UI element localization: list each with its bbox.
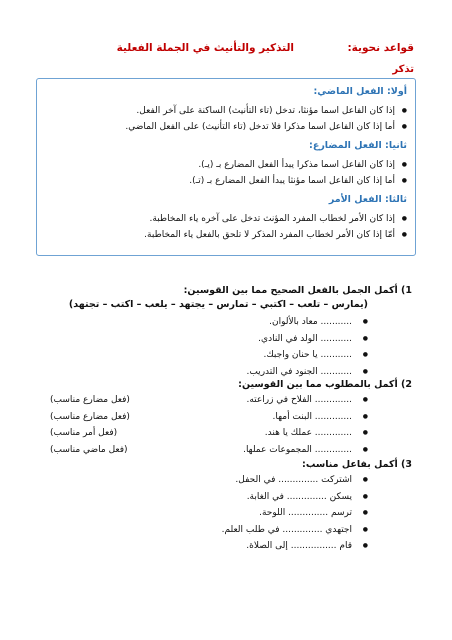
exercise-item: ● ........... الجنود في التدريب.: [36, 364, 412, 381]
exercise-item: [36, 409, 412, 426]
rule-item: ● إذا كان الفاعل اسما مذكرا يبدأ الفعل المضارع بـ (يـ).: [45, 157, 407, 173]
rule-item: ● أمّا إذا كان الأمر لخطاب المفرد المذكر لا تلحق بالفعل ياء المخاطبة.: [45, 227, 407, 243]
exercise-item: ● اشتركت .............. في الحفل.: [36, 472, 412, 489]
exercise-item: ● ........... معاد بالألوان.: [36, 314, 412, 331]
exercise-item: ● ترسم .............. اللوحة.: [36, 505, 412, 522]
exercise-item: [36, 425, 412, 442]
exercise-1-list: [36, 314, 412, 380]
exercise-item: ● يسكن .............. في الغابة.: [36, 489, 412, 506]
exercise-item: ● ........... الولد في النادي.: [36, 331, 412, 348]
exercise-item-hint: (فعل مضارع مناسب): [50, 395, 130, 405]
exercise-item-text: ............. المجموعات عملها.: [243, 444, 352, 455]
rule-item: ● أما إذا كان الفاعل اسما مذكرا فلا تدخل (تاء التأنيث) على الفعل الماضي.: [45, 119, 407, 135]
exercise-item-text: ............. عملك يا هند.: [264, 428, 352, 438]
remember-label: تذكر: [392, 64, 414, 75]
exercise-item-hint: (فعل أمر مناسب): [50, 428, 118, 438]
rule-item: ● أما إذا كان الفاعل اسما مؤنثا يبدأ الفعل المضارع بـ (تـ).: [45, 173, 407, 189]
past-rules-list: [45, 103, 407, 135]
exercise-item: [36, 392, 412, 409]
header-category: قواعد نحوية:: [347, 42, 414, 54]
exercise-2-list: [36, 392, 412, 458]
exercise-3: [36, 458, 412, 555]
worksheet-header: [38, 42, 414, 58]
rules-box: [36, 78, 416, 256]
imperative-rules-list: [45, 211, 407, 243]
exercise-item: ● اجتهدي .............. في طلب العلم.: [36, 522, 412, 539]
exercise-item: ● ........... يا حنان واجبك.: [36, 347, 412, 364]
exercise-1-question: 1) أكمل الجمل بالفعل الصحيح مما بين القوسين:: [183, 285, 412, 296]
exercise-item: [36, 442, 412, 459]
exercise-3-question: 3) أكمل بفاعل مناسب:: [302, 459, 412, 470]
present-heading: ثانيا: الفعل المضارع:: [309, 140, 407, 151]
exercise-item-text: ............. الفلاح في زراعته.: [246, 395, 352, 405]
exercise-2-question: 2) أكمل بالمطلوب مما بين القوسين:: [238, 379, 412, 390]
exercise-item-hint: (فعل مضارع مناسب): [50, 411, 130, 422]
exercise-2: [36, 378, 412, 458]
past-heading: أولا: الفعل الماضي:: [313, 86, 407, 97]
exercise-item-hint: (فعل ماضي مناسب): [50, 444, 128, 455]
exercise-item: ● قام ................ إلى الصلاة.: [36, 538, 412, 555]
rule-item: ● إذا كان الأمر لخطاب المفرد المؤنث تدخل على آخره ياء المخاطبة.: [45, 211, 407, 227]
exercise-item-text: ............. البنت أمها.: [272, 411, 352, 422]
header-title: التذكير والتأنيث في الجملة الفعلية: [116, 42, 294, 54]
present-rules-list: [45, 157, 407, 189]
imperative-heading: ثالثا: الفعل الأمر: [328, 194, 407, 205]
exercise-1: [36, 284, 412, 380]
rule-item: ● إذا كان الفاعل اسما مؤنثا، تدخل (تاء التأنيث) الساكنة على آخر الفعل.: [45, 103, 407, 119]
exercise-1-word-bank: (يمارس – تلعب – اكتبي – تمارس – يجتهد – يلعب – اكتب – تجتهد): [68, 299, 368, 310]
exercise-3-list: [36, 472, 412, 555]
